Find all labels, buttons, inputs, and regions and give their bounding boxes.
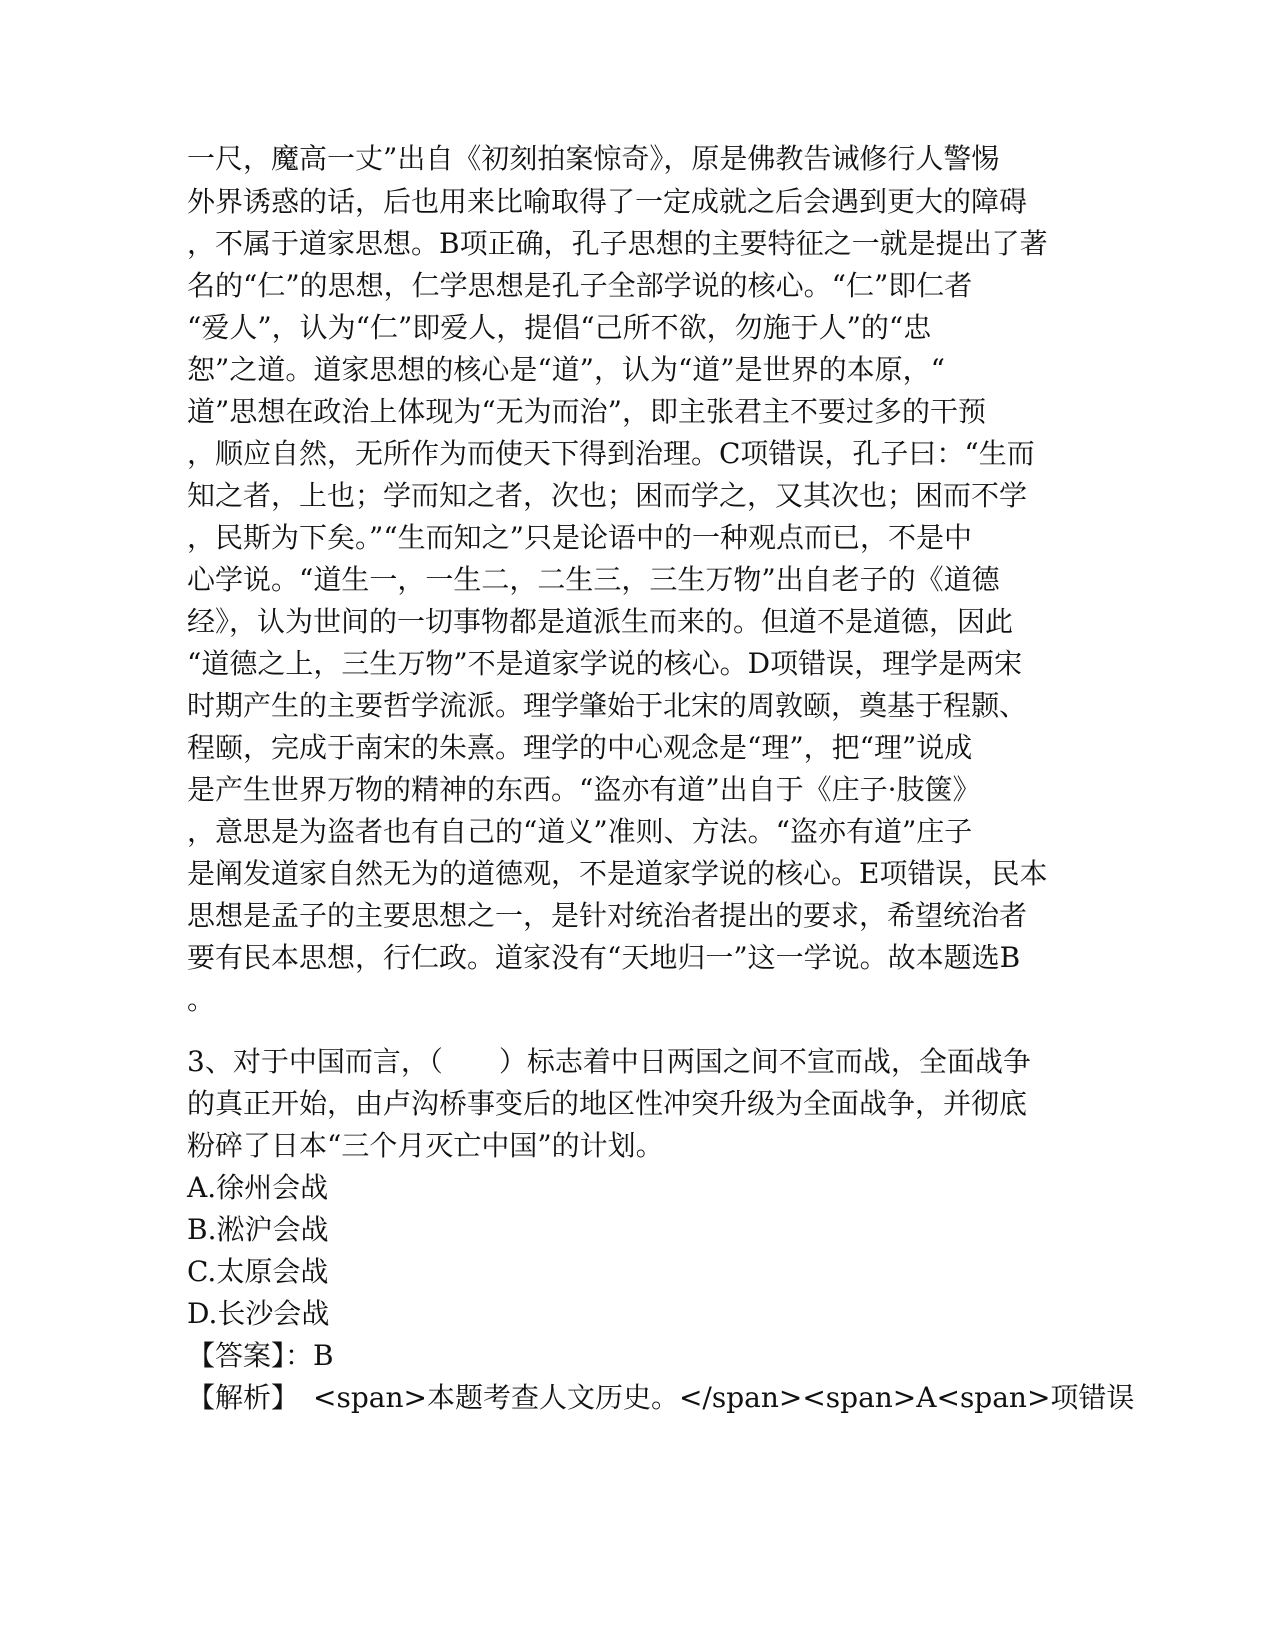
explanation-line: 是产生世界万物的精神的东西。“盗亦有道”出自于《庄子·肢箧》 [187,773,981,806]
explanation-line: ，民斯为下矣。”“生而知之”只是论语中的一种观点而已，不是中 [187,521,972,554]
explanation-line: ，意思是为盗者也有自己的“道义”准则、方法。“盗亦有道”庄子 [187,815,973,848]
question-text-line: 3、对于中国而言，（ ）标志着中日两国之间不宣而战，全面战争 [187,1045,1031,1078]
explanation-line: ，顺应自然，无所作为而使天下得到治理。C项错误，孔子曰：“生而 [187,437,1035,470]
explanation-line: 知之者，上也；学而知之者，次也；困而学之，又其次也；困而不学 [187,479,1028,512]
explanation-line: “道德之上，三生万物”不是道家学说的核心。D项错误，理学是两宋 [187,647,1023,680]
explanation-line: 道”思想在政治上体现为“无为而治”，即主张君主不要过多的干预 [187,395,986,428]
question-text-line: 的真正开始，由卢沟桥事变后的地区性冲突升级为全面战争，并彻底 [187,1087,1028,1120]
explanation-line: 一尺，魔高一丈”出自《初刻拍案惊奇》，原是佛教告诫修行人警惕 [187,142,1000,175]
analysis-line: 【解析】 <span>本题考查人文历史。</span><span>A<span>项错误 [187,1381,1135,1414]
option-b: B.淞沪会战 [187,1213,329,1246]
option-a: A.徐州会战 [187,1171,329,1204]
answer-line: 【答案】：B [187,1339,334,1372]
explanation-line: 时期产生的主要哲学流派。理学肇始于北宋的周敦颐，奠基于程颢、 [187,689,1028,722]
explanation-line: “爱人”，认为“仁”即爱人，提倡“己所不欲，勿施于人”的“忠 [187,311,932,344]
explanation-line: 要有民本思想，行仁政。道家没有“天地归一”这一学说。故本题选B [187,941,1021,974]
explanation-line: 程颐，完成于南宋的朱熹。理学的中心观念是“理”，把“理”说成 [187,731,973,764]
explanation-line: ，不属于道家思想。B项正确，孔子思想的主要特征之一就是提出了著 [187,227,1048,260]
option-d: D.长沙会战 [187,1297,330,1330]
explanation-line: 恕”之道。道家思想的核心是“道”，认为“道”是世界的本原，“ [187,353,945,386]
explanation-line: 名的“仁”的思想，仁学思想是孔子全部学说的核心。“仁”即仁者 [187,269,973,302]
option-c: C.太原会战 [187,1255,329,1288]
explanation-line: 心学说。“道生一，一生二，二生三，三生万物”出自老子的《道德 [187,563,1000,596]
explanation-line: 。 [187,983,216,1016]
explanation-line: 思想是孟子的主要思想之一，是针对统治者提出的要求，希望统治者 [187,899,1028,932]
explanation-line: 外界诱惑的话，后也用来比喻取得了一定成就之后会遇到更大的障碍 [187,185,1028,218]
explanation-line: 经》，认为世间的一切事物都是道派生而来的。但道不是道德，因此 [187,605,1014,638]
explanation-line: 是阐发道家自然无为的道德观，不是道家学说的核心。E项错误，民本 [187,857,1048,890]
question-text-line: 粉碎了日本“三个月灭亡中国”的计划。 [187,1129,664,1162]
